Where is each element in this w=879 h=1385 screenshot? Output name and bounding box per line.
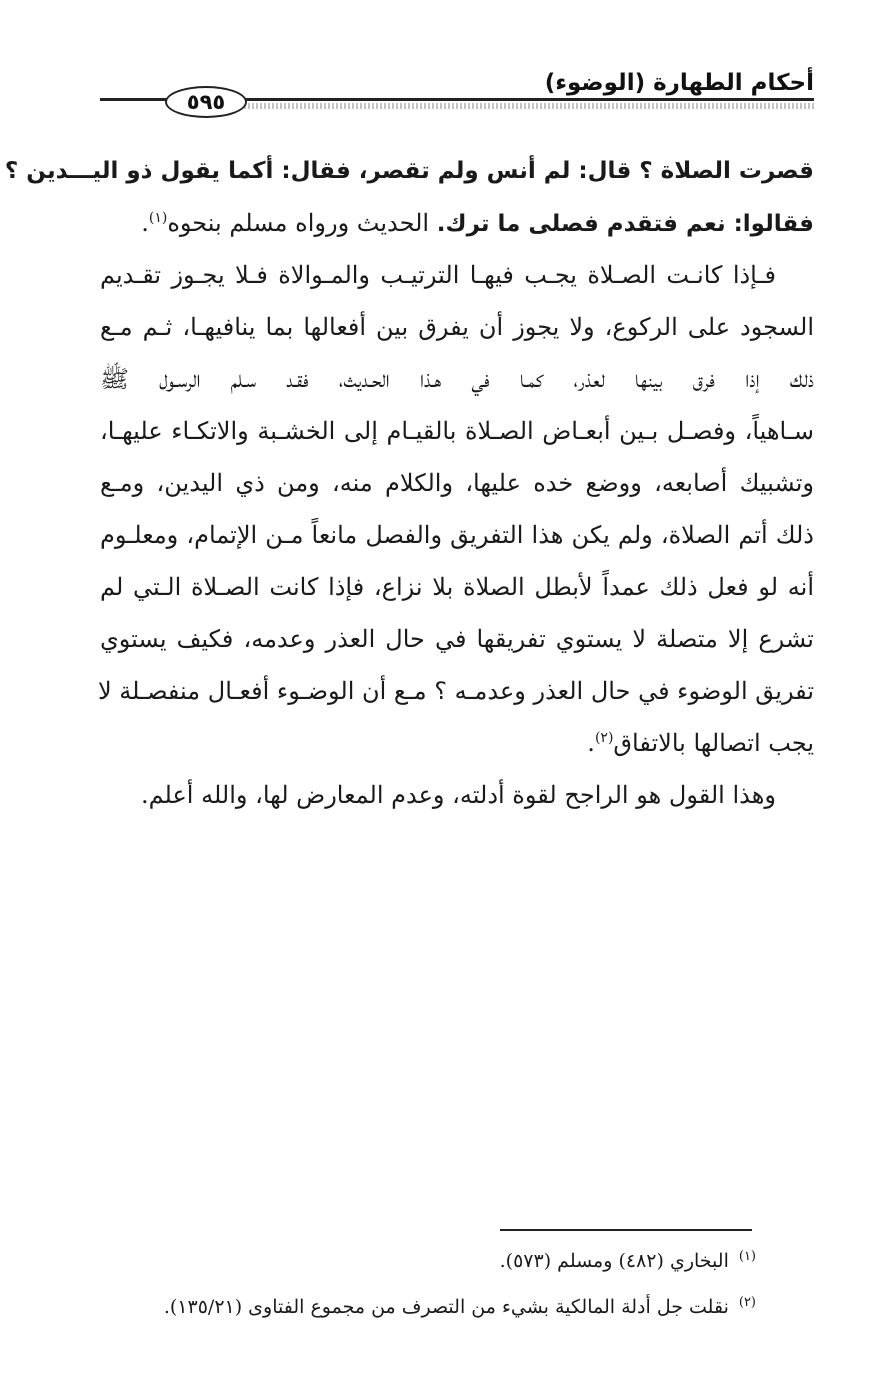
page-header [100,68,814,128]
text-line-2-period: . [141,209,149,237]
footnote-2-mark: (٢) [738,1294,756,1310]
footnote-1-text: البخاري (٤٨٢) ومسلم (٥٧٣). [499,1250,729,1272]
text-line-2-bold: فقالوا: نعم فتقدم فصلى ما ترك. [436,211,814,237]
running-title: أحكام الطهارة (الوضوء) [544,70,814,96]
text-line-3: فـإذا كانـت الصـلاة يجـب فيهـا الترتيـب والمـوالاة فـلا يجـوز تقـديم [100,261,776,289]
text-line-6: سـاهياً، وفصـل بـين أبعـاض الصـلاة بالقيـام إلى الخشـبة والاتكـاء عليهـا، [100,417,814,445]
footnote-ref-2: (٢) [594,730,614,746]
footnote-2 [100,1284,756,1330]
footnote-separator [500,1229,752,1231]
page-number: ٥٩٥ [186,90,226,114]
footnotes [100,1238,756,1330]
text-line-12-text: يجب اتصالها بالاتفاق [613,729,814,757]
footnote-2-text: نقلت جل أدلة المالكية بشيء من التصرف من مجموع الفتاوى (١٣٥/٢١). [163,1296,729,1318]
text-line-5: ذلك إذا فرق بينها لعذر، كمـا في هـذا الحـديث، فقـد سـلم الرسـول ﷺ [100,365,814,393]
text-line-12 [100,717,814,769]
header-rule-shading [240,103,814,109]
footnote-1 [100,1238,756,1284]
text-line-11: تفريق الوضوء في حال العذر وعدمـه ؟ مـع أن الوضـوء أفعـال منفصـلة لا [97,677,814,705]
page-number-badge [165,86,247,118]
text-line-2 [100,197,814,249]
main-text [4,145,815,821]
text-line-13: وهذا القول هو الراجح لقوة أدلته، وعدم المعارض لها، والله أعلم. [140,781,776,809]
text-line-10: تشرع إلا متصلة لا يستوي تفريقها في حال العذر وعدمه، فكيف يستوي [100,625,814,653]
text-line-12-period: . [587,729,595,757]
footnote-1-mark: (١) [738,1248,756,1264]
text-line-8: ذلك أتم الصلاة، ولم يكن هذا التفريق والفصل مانعاً مـن الإتمام، ومعلـوم [100,521,814,549]
text-line-1: قصرت الصلاة ؟ قال: لم أنس ولم تقصر، فقال: أكما يقول ذو اليـــدين ؟ [4,158,814,184]
text-line-7: وتشبيك أصابعه، ووضع خده عليها، والكلام منه، ومن ذي اليدين، ومـع [100,469,815,497]
footnote-ref-1: (١) [148,210,168,226]
text-line-2-rest: الحديث ورواه مسلم بنحوه [167,209,430,237]
text-line-9: أنه لو فعل ذلك عمداً لأبطل الصلاة بلا نزاع، فإذا كانت الصـلاة الـتي لم [100,573,814,601]
text-line-4: السجود على الركوع، ولا يجوز أن يفرق بين أفعالها بما ينافيهـا، ثـم مـع [100,313,814,341]
